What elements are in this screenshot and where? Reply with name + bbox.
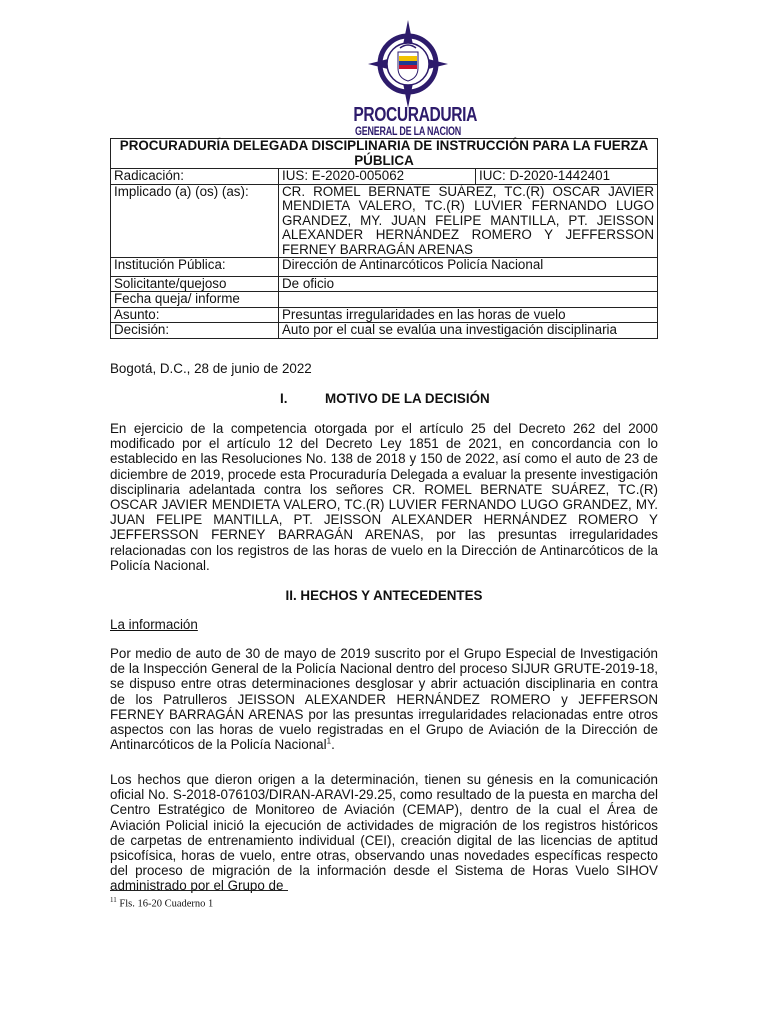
section-2-heading: II. HECHOS Y ANTECEDENTES [285,588,483,603]
subtitle-text: La información [110,617,198,632]
section-1-numeral: I. [280,391,288,406]
logo-subtitle: GENERAL DE LA NACION [355,126,461,138]
institucion-value: Dirección de Antinarcóticos Policía Nacional [279,258,658,277]
decision-label: Decisión: [111,323,279,339]
footnote [110,896,213,910]
case-info-table [110,138,658,339]
footnote-marker: 11 [110,896,117,904]
iuc-value: IUC: D-2020-1442401 [476,169,658,185]
ius-value: IUS: E-2020-005062 [279,169,476,185]
section-1-paragraph: En ejercicio de la competencia otorgada por el artículo 25 del Decreto 262 del 2000 modificado por el artículo 12 del Decreto Ley 1851 de 2021, en concordancia con lo establecido en las Resoluciones No. 138 de 2018 y 150 de 2022, así como el auto de 23 de diciembre de 2019, procede esta Procuraduría Delegada a evaluar la presente investigación disciplinaria adelantada contra los señores CR. ROMEL BERNATE SUÁREZ, TC.(R) OSCAR JAVIER MENDIETA VALERO, TC.(R) LUVIER FERNANDO LUGO GRANDEZ, MY. JUAN FELIPE MANTILLA, PT. JEISSON ALEXANDER HERNÁNDEZ ROMERO Y JEFFERSSON FERNEY BARRAGÁN ARENAS, por las presuntas irregularidades relacionadas con los registros de las horas de vuelo en la Dirección de Antinarcóticos de la Policía Nacional. [110,421,658,573]
procuraduria-logo [338,20,478,144]
section-1-title: MOTIVO DE LA DECISIÓN [325,391,490,406]
paragraph-1-text: Por medio de auto de 30 de mayo de 2019 suscrito por el Grupo Especial de Investigación de la Inspección General de la Policía Nacional dentro del proceso SIJUR GRUTE-2019-18, se dispuso entre otras determinaciones desglosar y abrir actuación disciplinaria en contra de los Patrulleros JEISSON ALEXANDER HERNÁNDEZ ROMERO y JEFFERSON FERNEY BARRAGÁN ARENAS por las presuntas irregularidades relacionadas entre otros aspectos con las horas de vuelo registradas en el Grupo de Aviación de la Dirección de Antinarcóticos de la Policía Nacional [110,646,658,753]
solicitante-label: Solicitante/quejoso [111,276,279,292]
date-line: Bogotá, D.C., 28 de junio de 2022 [110,361,312,376]
institucion-label: Institución Pública: [111,258,279,277]
fecha-value [279,292,658,308]
fecha-label: Fecha queja/ informe [111,292,279,308]
implicado-label: Implicado (a) (os) (as): [111,184,279,258]
section-2-paragraph-2: Los hechos que dieron origen a la determinación, tienen su génesis en la comunicación oficial No. S-2018-076103/DIRAN-ARAVI-29.25, como resultado de la puesta en marcha del Centro Estratégico de Monitoreo de Aviación (CEMAP), dentro de la cual el Área de Aviación Policial inició la ejecución de actividades de migración de los registros históricos de carpetas de entrenamiento individual (CEI), creación digital de las licencias de aptitud psicofísica, horas de vuelo, entre otras, observando unas novedades específicas respecto del proceso de migración de la información desde el Sistema de Horas Vuelo SIHOV administrado por el Grupo de [110,772,658,894]
implicado-value: CR. ROMEL BERNATE SUÁREZ, TC.(R) OSCAR JAVIER MENDIETA VALERO, TC.(R) LUVIER FERNANDO LUGO GRANDEZ, MY. JUAN FELIPE MANTILLA, PT. JEISSON ALEXANDER HERNÁNDEZ ROMERO Y JEFFERSSON FERNEY BARRAGÁN ARENAS [279,184,658,258]
footnote-ref[interactable]: 1 [326,736,332,746]
paragraph-1-end: . [331,737,335,753]
asunto-label: Asunto: [111,307,279,323]
asunto-value: Presuntas irregularidades en las horas de vuelo [279,307,658,323]
solicitante-value: De oficio [279,276,658,292]
footnote-text: Fls. 16-20 Cuaderno 1 [119,898,214,910]
radicacion-label: Radicación: [111,169,279,185]
footnote-divider [110,890,288,891]
table-title: PROCURADURÍA DELEGADA DISCIPLINARIA DE INSTRUCCIÓN PARA LA FUERZA PÚBLICA [111,139,658,169]
compass-emblem-icon [338,20,478,110]
decision-value: Auto por el cual se evalúa una investigación disciplinaria [279,323,658,339]
section-2-subtitle [110,617,658,632]
logo-wordmark: PROCURADURIA [353,104,477,126]
section-2-paragraph-1 [110,646,658,752]
